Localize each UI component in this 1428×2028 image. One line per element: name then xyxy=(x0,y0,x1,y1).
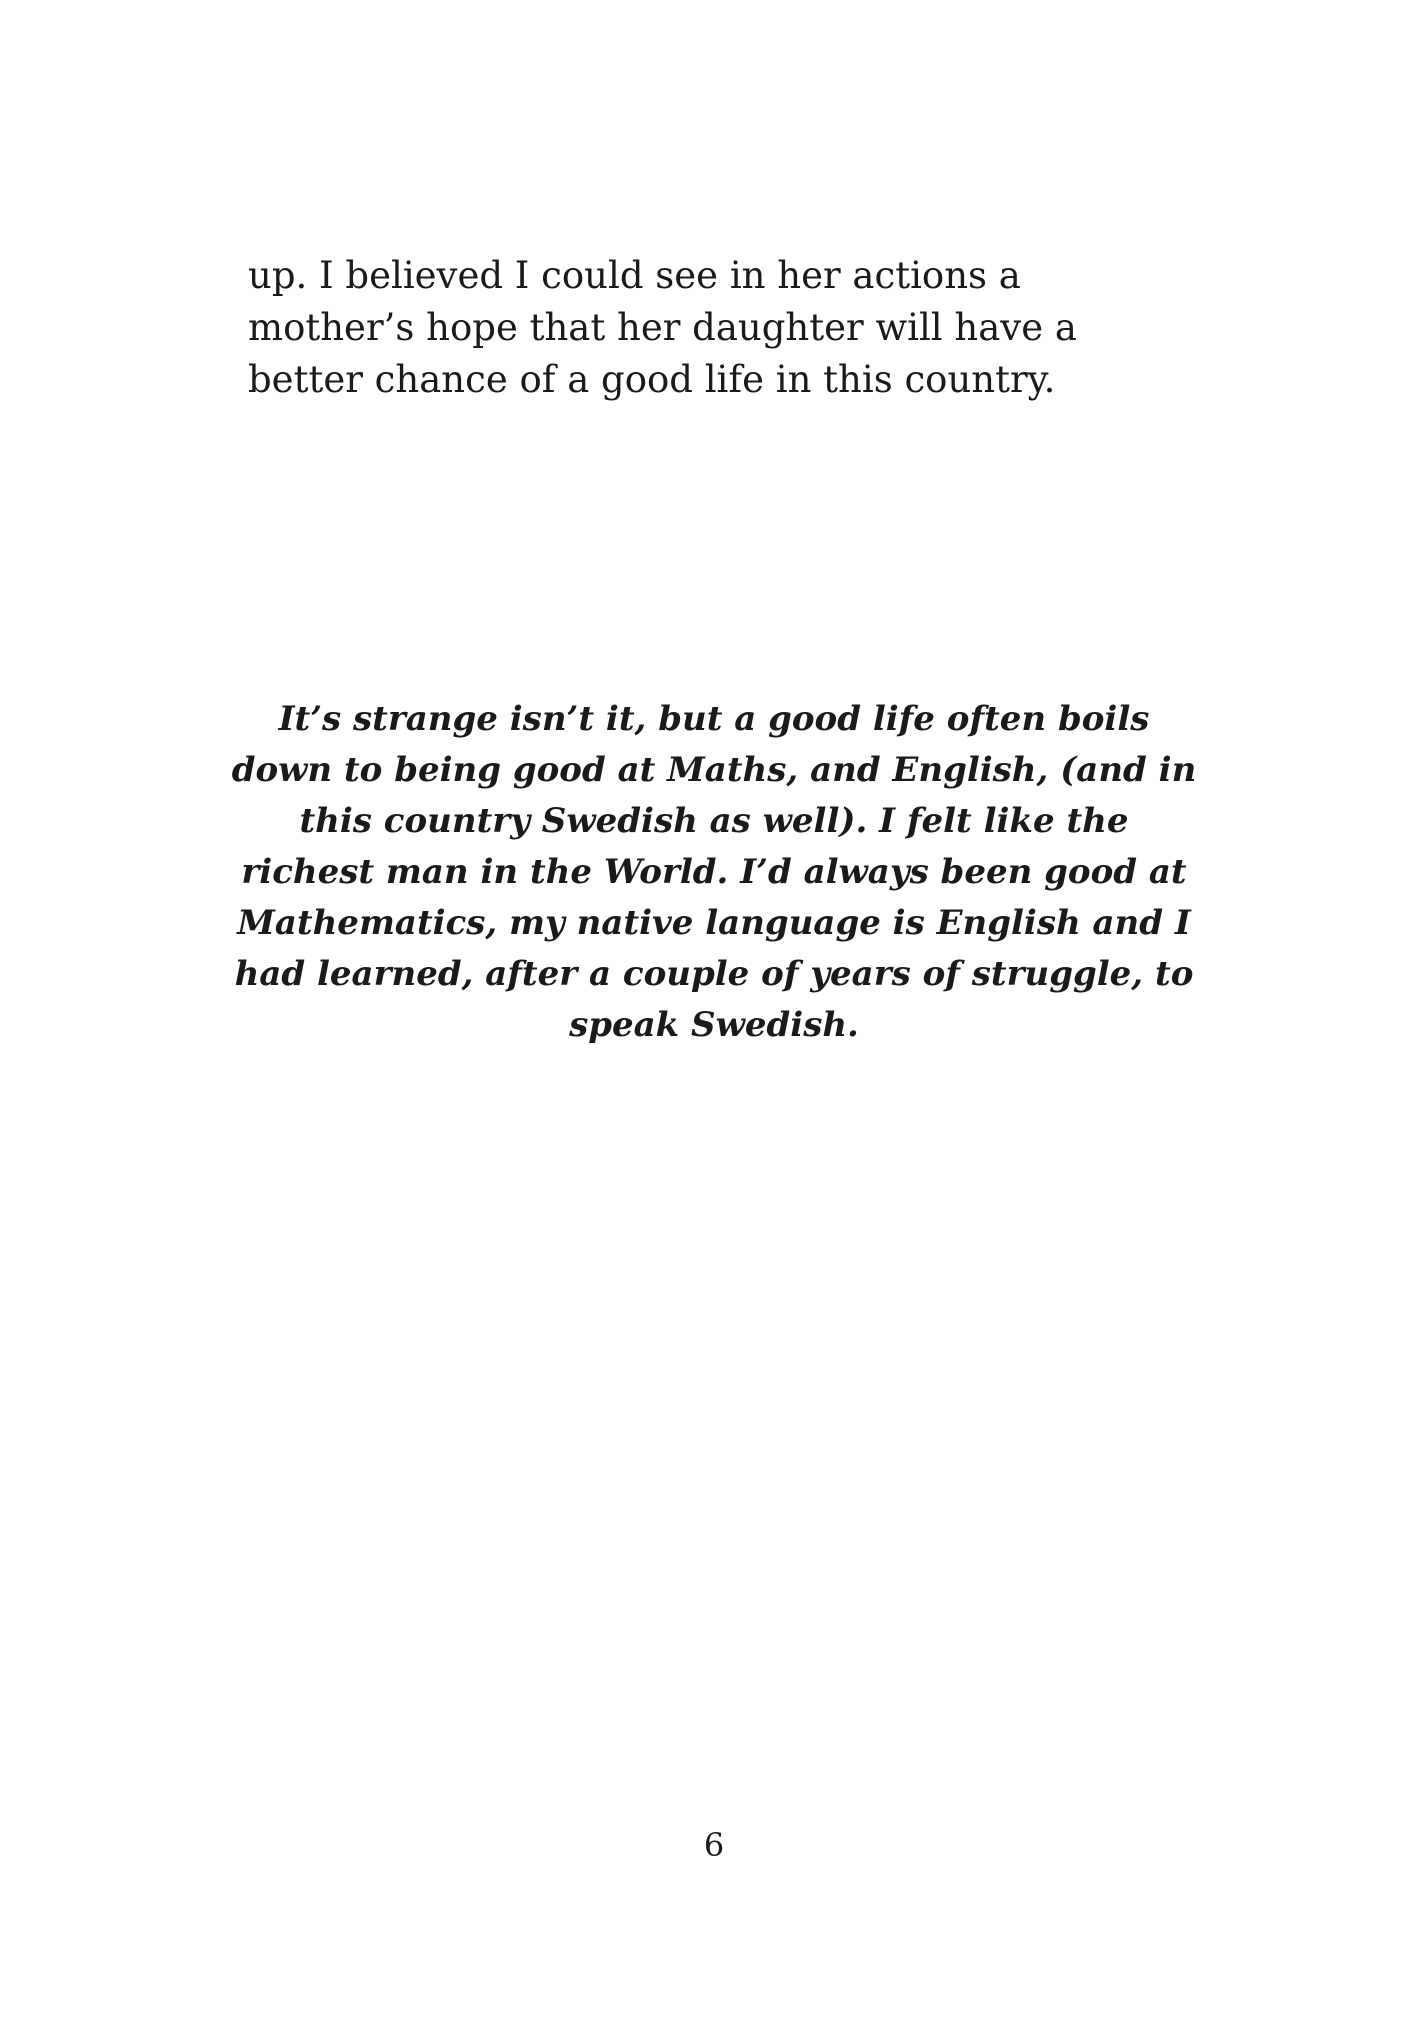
body-paragraph: up. I believed I could see in her actions a mother’s hope that her daughter will have a better chance of a good life in this country. xyxy=(248,254,1077,401)
page-number: 6 xyxy=(703,1826,725,1864)
pull-quote: It’s strange isn’t it, but a good life often boils down to being good at Maths, and English, (and in this country Swedish as well). I felt like the richest man in the World. I’d always been good at Mathematics, my native language is English and I had learned, after a couple of years of struggle, to speak Swedish. xyxy=(231,699,1197,1045)
